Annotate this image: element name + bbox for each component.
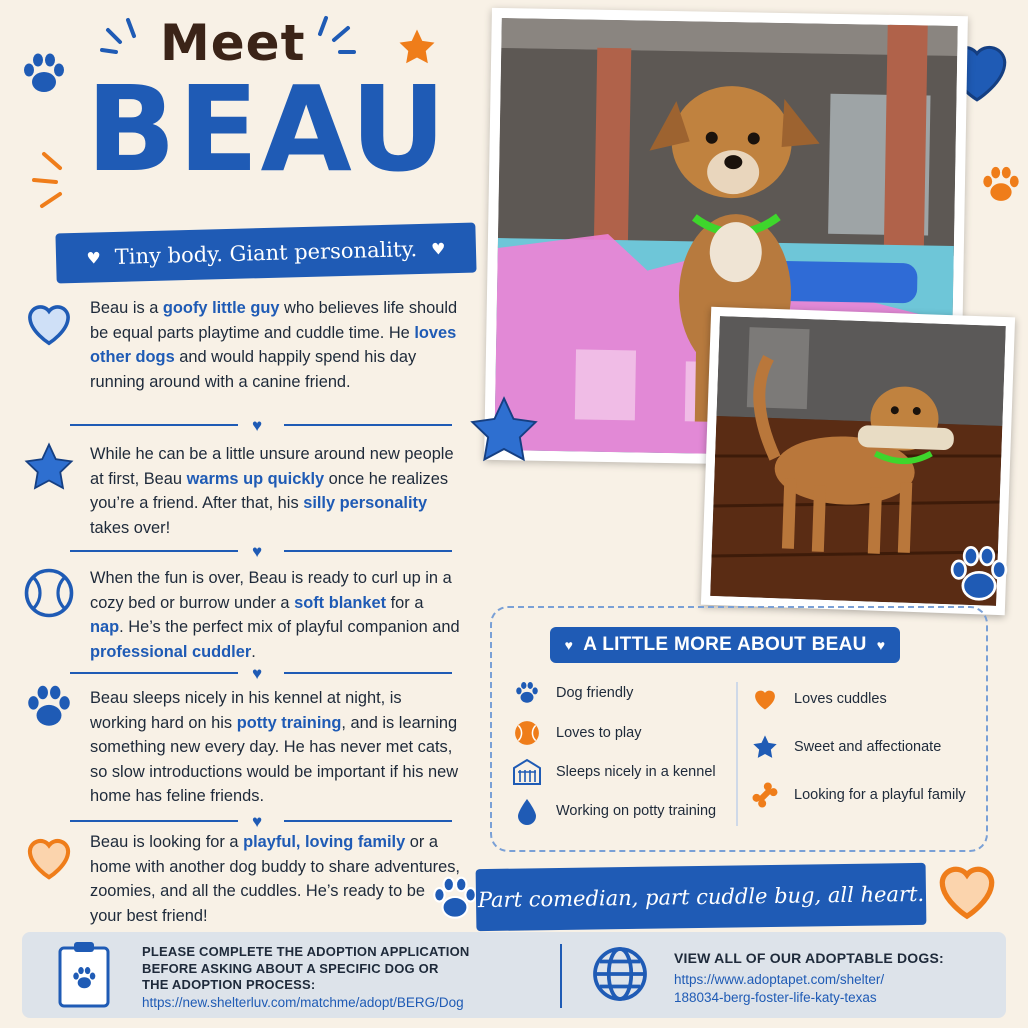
trait-item	[512, 678, 732, 708]
paragraph-4	[90, 686, 460, 809]
trait-item	[750, 684, 980, 714]
footer-divider	[560, 944, 562, 1008]
slogan-text: Part comedian, part cuddle bug, all heart.	[477, 881, 925, 913]
paragraph-1	[90, 296, 460, 394]
paw-icon	[944, 540, 1014, 610]
paragraph-text: Beau sleeps nicely in his kennel at night, is working hard on his	[90, 689, 402, 732]
trait-label: Loves cuddles	[794, 691, 887, 707]
star-icon	[466, 392, 542, 468]
application-link[interactable]: https://new.shelterluv.com/matchme/adopt/BERG/Dog	[142, 994, 464, 1010]
highlight-text: potty training	[236, 713, 342, 732]
clipboard-paw-icon	[56, 940, 112, 1008]
trait-item	[750, 780, 980, 810]
more-about-title-banner	[550, 627, 900, 663]
highlight-text: loves other dogs	[90, 323, 457, 366]
trait-item	[750, 732, 980, 762]
highlight-text: warms up quickly	[186, 469, 325, 488]
heart-icon	[22, 830, 76, 884]
trait-label: Looking for a playful family	[794, 787, 966, 803]
ball-icon	[512, 718, 542, 748]
highlight-text: nap	[90, 618, 120, 636]
trait-item	[512, 718, 732, 748]
trait-label: Loves to play	[556, 725, 642, 741]
slogan-banner	[476, 863, 927, 931]
paw-icon	[18, 48, 70, 100]
heart-icon: ♥	[86, 247, 102, 268]
view-dogs-link-line[interactable]: https://www.adoptapet.com/shelter/	[674, 971, 885, 987]
highlight-text: silly personality	[303, 494, 428, 512]
highlight-text: soft blanket	[294, 593, 387, 612]
sparkle-lines-icon	[304, 14, 360, 62]
view-dogs-link-line[interactable]: 188034-berg-foster-life-katy-texas	[674, 989, 877, 1005]
paragraph-text: who believes life should be equal parts playtime and cuddle time. He	[90, 299, 458, 342]
heart-icon: ♥	[564, 637, 574, 653]
paragraph-text: once he realizes you’re a friend. After that, his	[90, 469, 449, 512]
paragraph-text: While he can be a little unsure around new people at first, Beau	[90, 445, 454, 488]
more-about-title: A LITTLE MORE ABOUT BEAU	[583, 634, 867, 655]
highlight-text: playful, loving family	[243, 833, 406, 851]
divider: ♥	[70, 418, 452, 432]
trait-label: Dog friendly	[556, 685, 634, 701]
meet-heading: Meet	[160, 14, 306, 72]
paragraph-text: or a home with another dog buddy to share adventures, zoomies, and all the cuddles. He’s ready to be your best friend!	[90, 833, 460, 925]
application-text-line: PLEASE COMPLETE THE ADOPTION APPLICATION	[142, 944, 470, 959]
application-text-line: THE ADOPTION PROCESS:	[142, 977, 316, 992]
trait-item	[512, 796, 732, 826]
trait-label: Sleeps nicely in a kennel	[556, 764, 716, 780]
divider: ♥	[70, 544, 452, 558]
trait-label: Sweet and affectionate	[794, 739, 942, 755]
paragraph-text: for a	[386, 593, 424, 612]
paragraph-text: Beau is a	[90, 299, 163, 317]
paragraph-text: , and is learning something new every day. He has never met cats, so slow introductions would be important if his new home has feline friends.	[90, 713, 459, 805]
paragraph-text: takes over!	[90, 518, 171, 537]
paw-icon	[22, 680, 76, 734]
heart-icon: ♥	[876, 637, 886, 653]
sparkle-lines-icon	[98, 16, 158, 56]
paragraph-text: .	[251, 642, 256, 661]
paragraph-text: . He’s the perfect mix of playful companion and	[119, 618, 460, 636]
trait-label: Working on potty training	[556, 803, 717, 819]
paragraph-2	[90, 442, 460, 540]
sparkle-lines-icon	[30, 150, 70, 214]
paw-icon	[978, 162, 1024, 208]
paw-icon	[428, 872, 482, 926]
tagline-banner	[55, 223, 476, 284]
column-divider	[736, 682, 738, 826]
highlight-text: goofy little guy	[162, 299, 280, 317]
divider: ♥	[70, 814, 452, 828]
kennel-icon	[512, 757, 542, 787]
ball-icon	[22, 566, 76, 620]
tagline: Tiny body. Giant personality.	[114, 237, 418, 269]
application-text-line: BEFORE ASKING ABOUT A SPECIFIC DOG OR	[142, 960, 439, 976]
view-dogs-block	[674, 950, 994, 1007]
view-dogs-text: VIEW ALL OF OUR ADOPTABLE DOGS:	[674, 950, 944, 966]
bone-icon	[750, 780, 780, 810]
divider: ♥	[70, 666, 452, 680]
globe-icon	[590, 944, 650, 1004]
dog-name-title: BEAU	[86, 60, 449, 198]
drop-icon	[512, 796, 542, 826]
paragraph-text: Beau is looking for a	[90, 833, 244, 851]
paragraph-5	[90, 830, 460, 928]
paragraph-text: When the fun is over, Beau is ready to curl up in a cozy bed or burrow under a	[90, 569, 452, 612]
heart-icon	[750, 684, 780, 714]
star-icon	[750, 732, 780, 762]
heart-icon	[22, 296, 76, 350]
traits-left-list	[512, 678, 732, 826]
paragraph-3	[90, 566, 460, 664]
paragraph-text: and would happily spend his day running around with a canine friend.	[90, 348, 417, 391]
heart-icon: ♥	[430, 238, 446, 259]
traits-right-list	[750, 684, 980, 810]
star-icon	[22, 440, 76, 494]
application-block	[142, 944, 552, 1012]
heart-icon	[932, 858, 1002, 922]
paw-icon	[512, 678, 542, 708]
trait-item	[512, 757, 732, 787]
highlight-text: professional cuddler	[90, 642, 252, 661]
